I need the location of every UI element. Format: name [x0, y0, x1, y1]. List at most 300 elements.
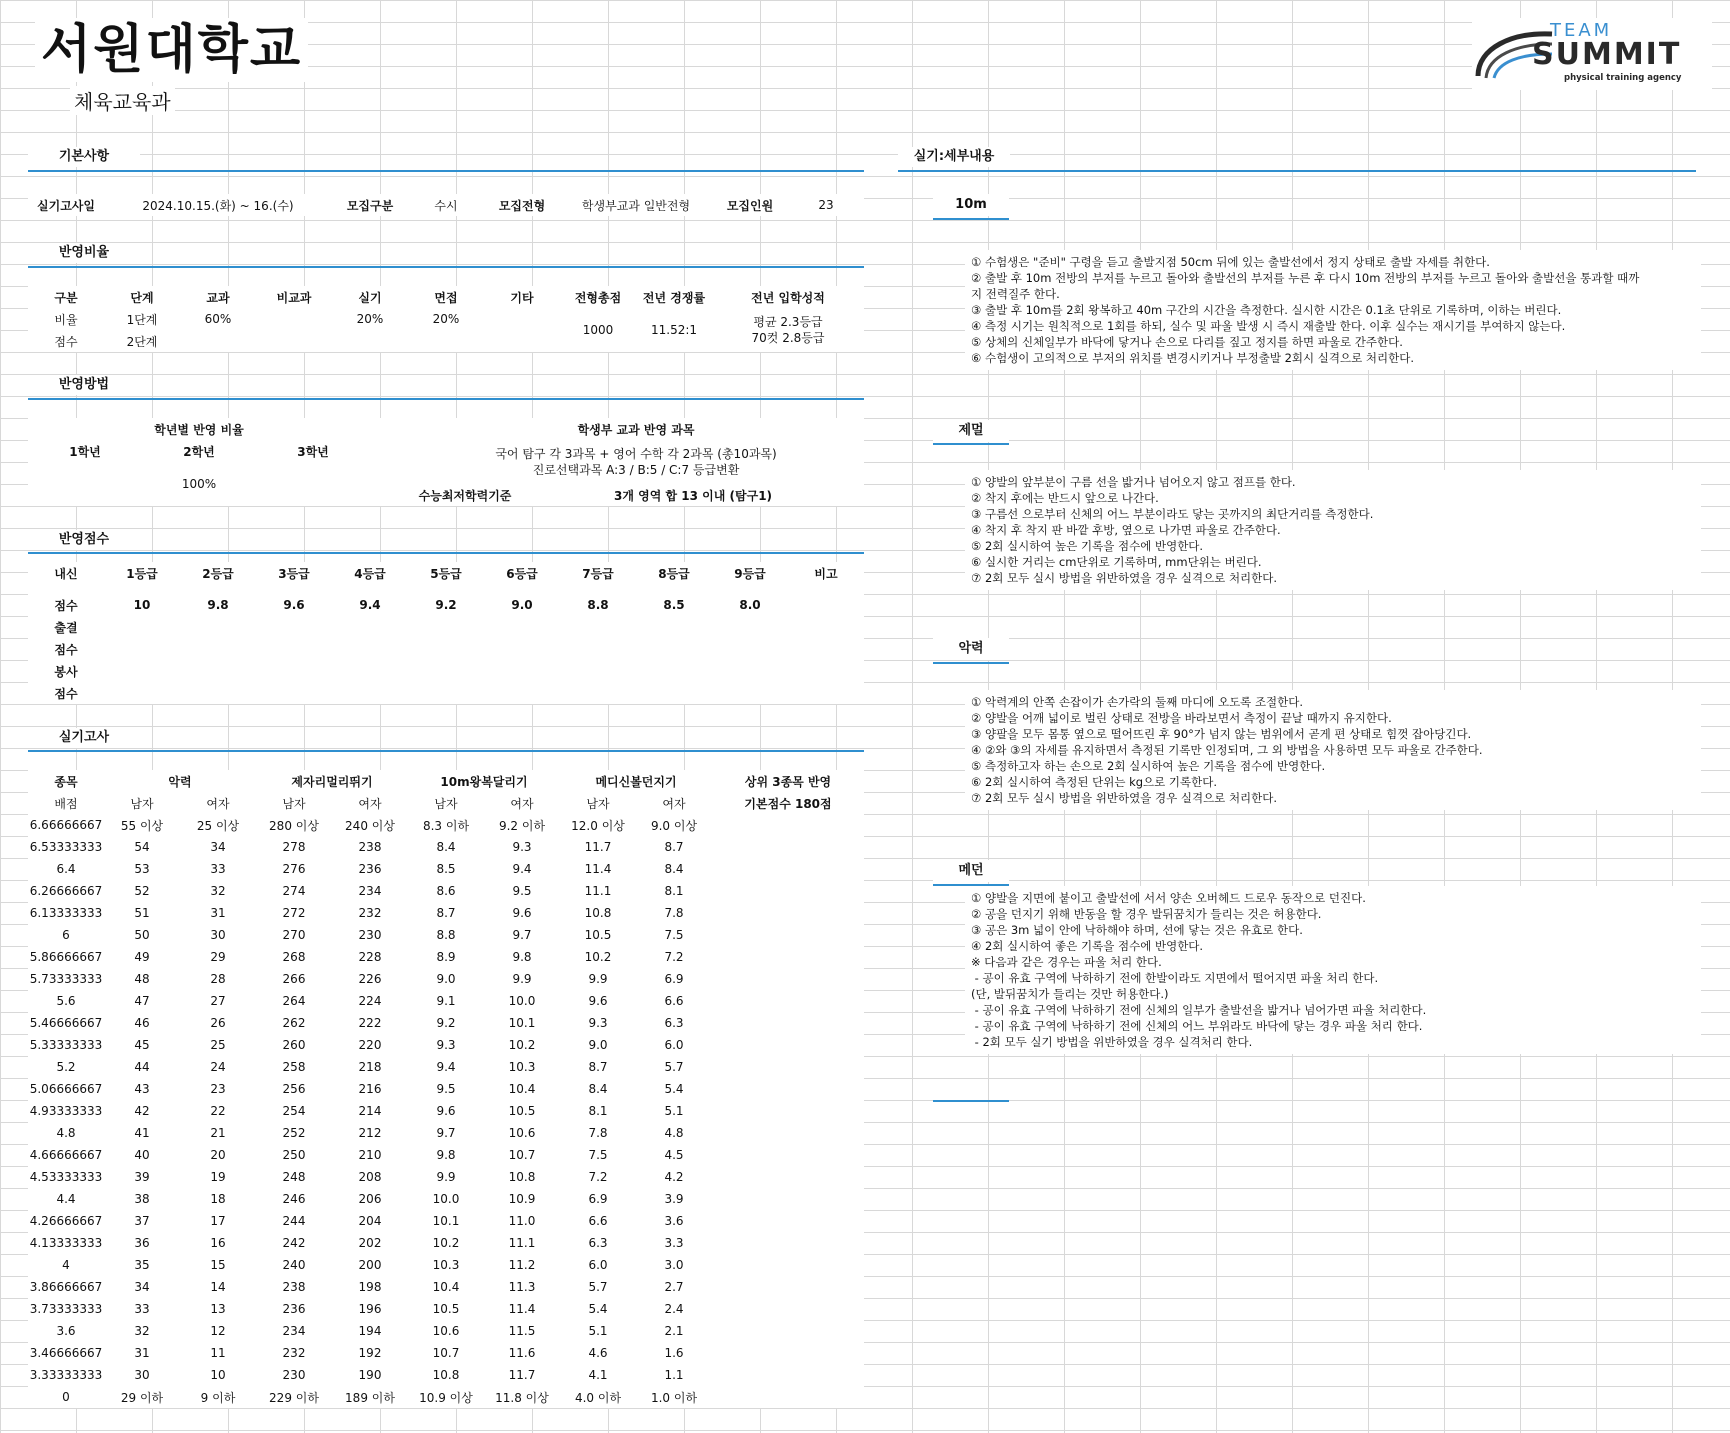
score-row-label: 점수	[54, 642, 78, 657]
practical-empty-cell	[712, 1342, 864, 1364]
practical-header: 악력	[168, 774, 192, 789]
practical-score-cell: 4.13333333	[29, 1236, 103, 1250]
practical-record-cell: 238	[282, 1280, 306, 1294]
practical-record-cell: 6.9	[588, 1192, 608, 1206]
ratio-competition: 11.52:1	[650, 323, 698, 337]
practical-record-cell: 10.0	[432, 1192, 460, 1206]
ratio-table	[28, 286, 864, 352]
practical-record-cell: 272	[282, 906, 306, 920]
practical-record-cell: 30	[134, 1368, 150, 1382]
practical-row	[28, 1298, 864, 1320]
practical-subheader: 남자	[130, 796, 154, 811]
detail-text-ball: ① 양발을 지면에 붙이고 출발선에 서서 양손 오버헤드 드로우 동작으로 던진다. ② 공을 던지기 위해 반동을 할 경우 발뒤꿈치가 들리는 것은 허용한다. ③ 공은 3m 넓이 안에 낙하해야 하며, 선에 닿는 것은 유효로 한다. ④ 2회 실시하여 좋은 기록을 점수에 반영한다. ※ 다음과 같은 경우는 파울 처리 한다. - 공이 유효 구역에 낙하하기 전에 한발이라도 지면에서 떨어지면 파울 처리 한다. (단, 발뒤꿈치가 들리는 것만 허용한다.) - 공이 유효 구역에 낙하하기 전에 신체의 일부가 출발선을 밟거나 넘어가면 파울 처리한다. - 공이 유효 구역에 낙하하기 전에 신체의 어느 부위라도 바닥에 닿는 경우 파울 처리 한다. - 2회 모두 실기 방법을 위반하였을 경우 실격처리 한다.	[965, 886, 1701, 1054]
practical-record-cell: 31	[134, 1346, 150, 1360]
practical-header: 제자리멀리뛰기	[291, 774, 373, 789]
practical-record-cell: 8.6	[436, 884, 456, 898]
practical-record-cell: 49	[134, 950, 150, 964]
practical-record-cell: 10.8	[432, 1368, 460, 1382]
score-row-label: 출결	[54, 620, 78, 635]
ratio-header: 교과	[206, 290, 230, 305]
score-value: 8.5	[663, 598, 685, 612]
practical-row	[28, 858, 864, 880]
practical-record-cell: 10.7	[432, 1346, 460, 1360]
score-value: 8.0	[739, 598, 761, 612]
practical-record-cell: 38	[134, 1192, 150, 1206]
practical-record-cell: 5.4	[588, 1302, 608, 1316]
practical-empty-cell	[712, 1232, 864, 1254]
university-title: 서원대학교	[35, 18, 308, 82]
detail-tab-grip: 악력	[933, 638, 1009, 660]
practical-record-cell: 7.5	[664, 928, 684, 942]
practical-record-cell: 260	[282, 1038, 306, 1052]
practical-record-cell: 10.8	[584, 906, 612, 920]
practical-record-cell: 10.6	[432, 1324, 460, 1338]
section-ratio: 반영비율	[28, 243, 140, 263]
basic-info-table	[28, 194, 864, 216]
practical-row	[28, 1100, 864, 1122]
practical-record-cell: 34	[210, 840, 226, 854]
practical-score-cell: 6.53333333	[29, 840, 103, 854]
practical-row	[28, 1276, 864, 1298]
practical-record-cell: 29 이하	[120, 1390, 164, 1405]
svg-text:SUMMIT: SUMMIT	[1532, 37, 1682, 72]
practical-row	[28, 880, 864, 902]
practical-score-cell: 3.46666667	[29, 1346, 103, 1360]
score-row-label: 점수	[54, 686, 78, 701]
practical-score-cell: 6.26666667	[29, 884, 103, 898]
method-table	[28, 418, 864, 506]
practical-record-cell: 222	[358, 1016, 382, 1030]
ratio-total: 1000	[582, 323, 614, 337]
practical-record-cell: 4.8	[664, 1126, 684, 1140]
practical-record-cell: 6.0	[664, 1038, 684, 1052]
practical-record-cell: 266	[282, 972, 306, 986]
practical-record-cell: 244	[282, 1214, 306, 1228]
ratio-cell	[256, 308, 332, 330]
team-summit-logo	[1472, 18, 1712, 90]
ratio-header: 전년 경쟁률	[642, 290, 706, 305]
practical-record-cell: 11.5	[508, 1324, 536, 1338]
practical-row	[28, 1232, 864, 1254]
practical-record-cell: 11.2	[508, 1258, 536, 1272]
practical-row	[28, 924, 864, 946]
practical-record-cell: 240	[282, 1258, 306, 1272]
practical-empty-cell	[712, 1254, 864, 1276]
practical-record-cell: 44	[134, 1060, 150, 1074]
practical-record-cell: 2.4	[664, 1302, 684, 1316]
practical-record-cell: 224	[358, 994, 382, 1008]
detail-text-10m: ① 수험생은 "준비" 구령을 듣고 출발지점 50cm 뒤에 있는 출발선에서 정지 상태로 출발 자세를 취한다. ② 출발 후 10m 전방의 부저를 누르고 돌아와 출발선의 부저를 누른 후 다시 10m 전방의 부저를 누르고 돌아와 출발선을 통과할 때까 지 전력질주 한다. ③ 출발 후 10m를 2회 왕복하고 40m 구간의 시간을 측정한다. 실시한 시간은 0.1초 단위로 기록하며, 이하는 버린다. ④ 측정 시기는 원칙적으로 1회를 하되, 실수 및 파울 발생 시 즉시 재출발 한다. 이후 실수는 재시기를 부여하지 않는다. ⑤ 상체의 신체일부가 바닥에 닿거나 손으로 다리를 짚고 정지를 하면 파울로 간주한다. ⑥ 수험생이 고의적으로 부저의 위치를 변경시키거나 부정출발 2회시 실격으로 처리한다.	[965, 250, 1701, 370]
detail-tab-ball: 메던	[933, 860, 1009, 882]
subjects-detail	[408, 440, 864, 484]
practical-record-cell: 39	[134, 1170, 150, 1184]
practical-record-cell: 230	[282, 1368, 306, 1382]
ratio-cell	[484, 330, 560, 352]
score-value: 10	[133, 598, 151, 612]
practical-score-cell: 5.73333333	[29, 972, 103, 986]
practical-record-cell: 3.0	[664, 1258, 684, 1272]
svg-text:physical training agency: physical training agency	[1564, 73, 1682, 83]
practical-score-cell: 4.66666667	[29, 1148, 103, 1162]
practical-row	[28, 1012, 864, 1034]
practical-record-cell: 262	[282, 1016, 306, 1030]
practical-record-cell: 9 이하	[200, 1390, 236, 1405]
practical-record-cell: 1.0 이하	[650, 1390, 698, 1405]
practical-record-cell: 229 이하	[269, 1390, 319, 1405]
year-percent: 100%	[181, 477, 217, 491]
practical-record-cell: 9.6	[436, 1104, 456, 1118]
practical-record-cell: 9.3	[436, 1038, 456, 1052]
practical-record-cell: 202	[358, 1236, 382, 1250]
practical-empty-cell	[712, 946, 864, 968]
practical-record-cell: 27	[210, 994, 226, 1008]
practical-record-cell: 10.4	[508, 1082, 536, 1096]
practical-empty-cell	[712, 1078, 864, 1100]
practical-subheader: 여자	[206, 796, 230, 811]
practical-record-cell: 10.9 이상	[419, 1390, 473, 1405]
score-value: 점수	[54, 598, 78, 613]
practical-empty-cell	[712, 1276, 864, 1298]
practical-record-cell: 10.8	[508, 1170, 536, 1184]
practical-record-cell: 9.2	[436, 1016, 456, 1030]
practical-record-cell: 9.2 이하	[498, 818, 546, 833]
section-basic-line	[28, 170, 864, 172]
practical-record-cell: 210	[358, 1148, 382, 1162]
practical-empty-cell	[712, 1298, 864, 1320]
ratio-cell: 20%	[356, 312, 384, 326]
practical-record-cell: 218	[358, 1060, 382, 1074]
ratio-cell: 점수	[54, 334, 78, 349]
practical-record-cell: 268	[282, 950, 306, 964]
practical-record-cell: 8.7	[436, 906, 456, 920]
detail-tab-line	[933, 662, 1009, 664]
practical-record-cell: 31	[210, 906, 226, 920]
practical-record-cell: 3.3	[664, 1236, 684, 1250]
practical-table	[28, 770, 864, 1408]
practical-record-cell: 2.1	[664, 1324, 684, 1338]
practical-record-cell: 220	[358, 1038, 382, 1052]
track-label: 모집전형	[498, 198, 546, 213]
year-3: 3학년	[297, 444, 329, 459]
practical-record-cell: 15	[210, 1258, 226, 1272]
practical-empty-cell	[712, 1188, 864, 1210]
practical-empty-cell	[712, 1386, 864, 1408]
practical-record-cell: 47	[134, 994, 150, 1008]
practical-row	[28, 1342, 864, 1364]
practical-record-cell: 22	[210, 1104, 226, 1118]
practical-record-cell: 226	[358, 972, 382, 986]
section-method: 반영방법	[28, 375, 140, 395]
practical-row	[28, 946, 864, 968]
practical-record-cell: 11.3	[508, 1280, 536, 1294]
practical-row	[28, 902, 864, 924]
practical-record-cell: 264	[282, 994, 306, 1008]
practical-record-cell: 232	[282, 1346, 306, 1360]
practical-subheader: 배점	[54, 796, 78, 811]
practical-record-cell: 7.5	[588, 1148, 608, 1162]
practical-record-cell: 19	[210, 1170, 226, 1184]
practical-record-cell: 37	[134, 1214, 150, 1228]
practical-score-cell: 5.06666667	[29, 1082, 103, 1096]
practical-record-cell: 51	[134, 906, 150, 920]
practical-record-cell: 8.8	[436, 928, 456, 942]
practical-record-cell: 9.6	[588, 994, 608, 1008]
practical-row	[28, 836, 864, 858]
practical-record-cell: 14	[210, 1280, 226, 1294]
practical-record-cell: 6.6	[588, 1214, 608, 1228]
practical-record-cell: 32	[210, 884, 226, 898]
ratio-admission-grade	[712, 308, 864, 352]
practical-record-cell: 50	[134, 928, 150, 942]
score-header: 9등급	[734, 566, 766, 581]
count-label: 모집인원	[726, 198, 774, 213]
practical-empty-cell	[712, 902, 864, 924]
ratio-cell: 비율	[54, 312, 78, 327]
practical-record-cell: 5.4	[664, 1082, 684, 1096]
detail-text-grip: ① 악력계의 안쪽 손잡이가 손가락의 둘째 마디에 오도록 조절한다. ② 양발을 어깨 넓이로 벌린 상태로 전방을 바라보면서 측정이 끝날 때까지 유지한다. ③ 양팔을 모두 몸통 옆으로 떨어뜨린 후 90°가 넘지 않는 범위에서 곧게 편 상태로 힘껏 잡아당긴다. ④ ②와 ③의 자세를 유지하면서 측정된 기록만 인정되며, 그 외 방법을 사용하면 모두 파울로 간주한다. ⑤ 측정하고자 하는 손으로 2회 실시하여 높은 기록을 점수에 반영한다. ⑥ 2회 실시하여 측정된 단위는 kg으로 기록한다. ⑦ 2회 모두 실시 방법을 위반하였을 경우 실격으로 처리한다.	[965, 690, 1701, 810]
practical-score-cell: 4.93333333	[29, 1104, 103, 1118]
track-value: 학생부교과 일반전형	[581, 198, 691, 213]
practical-score-cell: 5.86666667	[29, 950, 103, 964]
practical-record-cell: 41	[134, 1126, 150, 1140]
practical-record-cell: 10.1	[508, 1016, 536, 1030]
practical-record-cell: 10.3	[432, 1258, 460, 1272]
practical-record-cell: 30	[210, 928, 226, 942]
practical-row	[28, 814, 864, 836]
score-row-label: 봉사	[54, 664, 78, 679]
type-label: 모집구분	[346, 198, 394, 213]
practical-record-cell: 5.1	[664, 1104, 684, 1118]
score-header: 1등급	[126, 566, 158, 581]
practical-record-cell: 26	[210, 1016, 226, 1030]
ratio-cell	[484, 308, 560, 330]
practical-record-cell: 9.9	[512, 972, 532, 986]
practical-record-cell: 8.1	[588, 1104, 608, 1118]
practical-record-cell: 11.6	[508, 1346, 536, 1360]
practical-record-cell: 48	[134, 972, 150, 986]
practical-record-cell: 250	[282, 1148, 306, 1162]
practical-row	[28, 1188, 864, 1210]
practical-record-cell: 8.7	[664, 840, 684, 854]
ratio-cell	[180, 330, 256, 352]
practical-empty-cell	[712, 1034, 864, 1056]
practical-record-cell: 32	[134, 1324, 150, 1338]
section-ratio-line	[28, 266, 864, 268]
practical-record-cell: 1.1	[664, 1368, 684, 1382]
practical-record-cell: 10.0	[508, 994, 536, 1008]
practical-subheader: 여자	[358, 796, 382, 811]
practical-record-cell: 53	[134, 862, 150, 876]
department-title: 체육교육과	[70, 86, 175, 115]
practical-record-cell: 9.7	[512, 928, 532, 942]
svg-text:TEAM: TEAM	[1550, 20, 1613, 41]
practical-record-cell: 274	[282, 884, 306, 898]
practical-empty-cell	[712, 924, 864, 946]
score-table	[28, 562, 864, 704]
practical-record-cell: 190	[358, 1368, 382, 1382]
practical-empty-cell	[712, 1210, 864, 1232]
practical-header: 상위 3종목 반영	[744, 774, 832, 789]
score-header: 3등급	[278, 566, 310, 581]
practical-record-cell: 254	[282, 1104, 306, 1118]
practical-record-cell: 6.0	[588, 1258, 608, 1272]
practical-record-cell: 258	[282, 1060, 306, 1074]
practical-record-cell: 12.0 이상	[571, 818, 625, 833]
ratio-header: 면접	[434, 290, 458, 305]
year-1: 1학년	[69, 444, 101, 459]
practical-rows	[28, 814, 864, 1408]
practical-empty-cell	[712, 1056, 864, 1078]
practical-row	[28, 1056, 864, 1078]
practical-record-cell: 23	[210, 1082, 226, 1096]
practical-record-cell: 246	[282, 1192, 306, 1206]
practical-subheader: 여자	[510, 796, 534, 811]
practical-record-cell: 9.3	[512, 840, 532, 854]
practical-record-cell: 234	[358, 884, 382, 898]
practical-record-cell: 234	[282, 1324, 306, 1338]
practical-record-cell: 11.0	[508, 1214, 536, 1228]
practical-record-cell: 280 이상	[269, 818, 319, 833]
practical-score-cell: 4	[62, 1258, 70, 1272]
practical-record-cell: 55 이상	[120, 818, 164, 833]
ratio-cell	[332, 330, 408, 352]
score-value: 8.8	[587, 598, 609, 612]
practical-record-cell: 17	[210, 1214, 226, 1228]
practical-record-cell: 9.0	[588, 1038, 608, 1052]
practical-record-cell: 25 이상	[196, 818, 240, 833]
practical-record-cell: 238	[358, 840, 382, 854]
score-header: 6등급	[506, 566, 538, 581]
score-value: 9.0	[511, 598, 533, 612]
ratio-cell	[256, 330, 332, 352]
practical-record-cell: 11.7	[508, 1368, 536, 1382]
practical-record-cell: 8.9	[436, 950, 456, 964]
practical-record-cell: 10.5	[584, 928, 612, 942]
ratio-header: 기타	[510, 290, 534, 305]
practical-empty-cell	[712, 814, 864, 836]
practical-record-cell: 9.9	[436, 1170, 456, 1184]
practical-record-cell: 212	[358, 1126, 382, 1140]
practical-record-cell: 11	[210, 1346, 226, 1360]
practical-record-cell: 236	[282, 1302, 306, 1316]
practical-record-cell: 10.5	[508, 1104, 536, 1118]
practical-record-cell: 40	[134, 1148, 150, 1162]
section-detail: 실기:세부내용	[898, 147, 1010, 167]
practical-score-cell: 0	[62, 1390, 70, 1404]
practical-record-cell: 8.4	[664, 862, 684, 876]
section-detail-line	[898, 170, 1696, 172]
ratio-header: 구분	[54, 290, 78, 305]
practical-record-cell: 8.3 이하	[422, 818, 470, 833]
practical-row	[28, 1320, 864, 1342]
practical-row	[28, 990, 864, 1012]
practical-record-cell: 228	[358, 950, 382, 964]
practical-empty-cell	[712, 1012, 864, 1034]
ratio-header: 비교과	[276, 290, 312, 305]
practical-record-cell: 4.1	[588, 1368, 608, 1382]
practical-record-cell: 194	[358, 1324, 382, 1338]
practical-record-cell: 192	[358, 1346, 382, 1360]
practical-subheader: 여자	[662, 796, 686, 811]
practical-record-cell: 9.8	[512, 950, 532, 964]
csat-value: 3개 영역 합 13 이내 (탐구1)	[614, 488, 773, 503]
practical-record-cell: 8.5	[436, 862, 456, 876]
practical-record-cell: 204	[358, 1214, 382, 1228]
practical-record-cell: 9.7	[436, 1126, 456, 1140]
practical-empty-cell	[712, 858, 864, 880]
practical-record-cell: 9.5	[436, 1082, 456, 1096]
grade-cut: 70컷 2.8등급	[751, 331, 825, 345]
ratio-header: 단계	[130, 290, 154, 305]
score-header: 7등급	[582, 566, 614, 581]
practical-row	[28, 968, 864, 990]
practical-record-cell: 232	[358, 906, 382, 920]
practical-record-cell: 9.8	[436, 1148, 456, 1162]
practical-record-cell: 16	[210, 1236, 226, 1250]
practical-record-cell: 9.3	[588, 1016, 608, 1030]
ratio-cell: 1단계	[126, 312, 158, 327]
practical-record-cell: 198	[358, 1280, 382, 1294]
practical-record-cell: 5.1	[588, 1324, 608, 1338]
practical-record-cell: 11.1	[508, 1236, 536, 1250]
practical-score-cell: 3.6	[56, 1324, 76, 1338]
practical-record-cell: 35	[134, 1258, 150, 1272]
practical-record-cell: 9.4	[512, 862, 532, 876]
practical-score-cell: 3.73333333	[29, 1302, 103, 1316]
practical-record-cell: 25	[210, 1038, 226, 1052]
ratio-cell: 2단계	[126, 334, 158, 349]
practical-record-cell: 13	[210, 1302, 226, 1316]
score-header: 내신	[54, 566, 78, 581]
practical-record-cell: 5.7	[588, 1280, 608, 1294]
practical-header: 메디신볼던지기	[595, 774, 677, 789]
practical-record-cell: 252	[282, 1126, 306, 1140]
practical-record-cell: 10.3	[508, 1060, 536, 1074]
logo-swoosh-icon	[1472, 18, 1712, 90]
practical-header: 종목	[54, 774, 78, 789]
score-header: 8등급	[658, 566, 690, 581]
section-practical-line	[28, 750, 864, 752]
practical-record-cell: 5.7	[664, 1060, 684, 1074]
practical-row	[28, 1078, 864, 1100]
section-score: 반영점수	[28, 530, 140, 550]
practical-record-cell: 10.9	[508, 1192, 536, 1206]
practical-record-cell: 10.4	[432, 1280, 460, 1294]
practical-record-cell: 24	[210, 1060, 226, 1074]
ratio-header: 전년 입학성적	[751, 290, 825, 305]
practical-record-cell: 46	[134, 1016, 150, 1030]
practical-score-cell: 5.46666667	[29, 1016, 103, 1030]
section-score-line	[28, 552, 864, 554]
practical-record-cell: 43	[134, 1082, 150, 1096]
section-practical: 실기고사	[28, 728, 140, 748]
practical-record-cell: 240 이상	[345, 818, 395, 833]
practical-subheader: 남자	[434, 796, 458, 811]
practical-record-cell: 10.1	[432, 1214, 460, 1228]
practical-row	[28, 1034, 864, 1056]
practical-score-cell: 6	[62, 928, 70, 942]
practical-record-cell: 11.4	[508, 1302, 536, 1316]
section-basic: 기본사항	[28, 147, 140, 167]
practical-record-cell: 6.9	[664, 972, 684, 986]
practical-record-cell: 10.2	[432, 1236, 460, 1250]
practical-empty-cell	[712, 1166, 864, 1188]
practical-score-cell: 3.33333333	[29, 1368, 103, 1382]
practical-header: 10m왕복달리기	[440, 774, 528, 789]
practical-record-cell: 276	[282, 862, 306, 876]
ratio-header: 실기	[358, 290, 382, 305]
exam-date: 2024.10.15.(화) ~ 16.(수)	[142, 198, 294, 213]
